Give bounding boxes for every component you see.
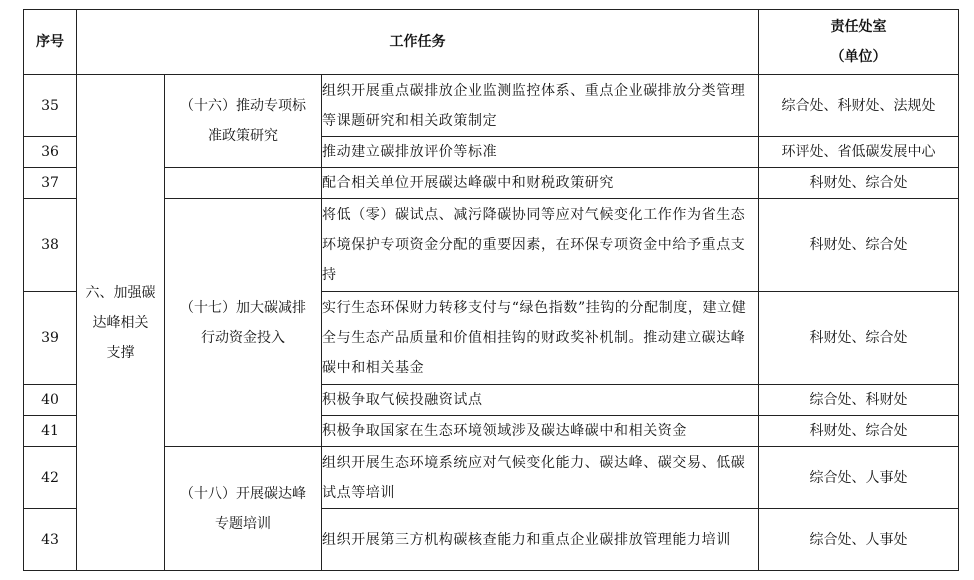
row-num: 38 bbox=[24, 199, 77, 292]
row-num: 37 bbox=[24, 168, 77, 199]
header-dept-line1: 责任处室 bbox=[830, 19, 887, 35]
subgroup-cell bbox=[165, 447, 322, 571]
header-dept bbox=[759, 10, 959, 75]
task-cell: 积极争取气候投融资试点 bbox=[322, 385, 759, 416]
table-row bbox=[24, 168, 959, 199]
group-line: 达峰相关 bbox=[92, 314, 149, 331]
row-num: 42 bbox=[24, 447, 77, 509]
header-dept-line2: （单位） bbox=[830, 49, 887, 65]
dept-cell: 科财处、综合处 bbox=[759, 199, 959, 292]
dept-cell: 综合处、人事处 bbox=[759, 447, 959, 509]
subgroup-cell bbox=[165, 199, 322, 447]
dept-cell: 综合处、科财处、法规处 bbox=[759, 75, 959, 137]
subgroup-line: （十六）推动专项标 bbox=[180, 98, 306, 114]
row-num: 35 bbox=[24, 75, 77, 137]
row-num: 41 bbox=[24, 416, 77, 447]
group-cell bbox=[77, 75, 165, 571]
dept-cell: 综合处、科财处 bbox=[759, 385, 959, 416]
task-cell: 积极争取国家在生态环境领域涉及碳达峰碳中和相关资金 bbox=[322, 416, 759, 447]
header-seq: 序号 bbox=[24, 10, 77, 75]
row-num: 40 bbox=[24, 385, 77, 416]
task-table bbox=[23, 9, 959, 571]
row-num: 43 bbox=[24, 509, 77, 571]
dept-cell: 科财处、综合处 bbox=[759, 416, 959, 447]
subgroup-cell bbox=[165, 75, 322, 168]
row-num: 39 bbox=[24, 292, 77, 385]
subgroup-line: 专题培训 bbox=[215, 515, 271, 532]
subgroup-line: （十八）开展碳达峰 bbox=[180, 485, 306, 502]
table-row bbox=[24, 447, 959, 509]
header-task: 工作任务 bbox=[77, 10, 759, 75]
task-cell: 实行生态环保财力转移支付与“绿色指数”挂钩的分配制度，建立健全与生态产品质量和价值相挂钩的财政奖补机制。推动建立碳达峰碳中和相关基金 bbox=[322, 292, 759, 385]
dept-cell: 科财处、综合处 bbox=[759, 292, 959, 385]
dept-cell: 综合处、人事处 bbox=[759, 509, 959, 571]
table-header-row bbox=[24, 10, 959, 75]
task-cell: 配合相关单位开展碳达峰碳中和财税政策研究 bbox=[322, 168, 759, 199]
task-cell: 推动建立碳排放评价等标准 bbox=[322, 137, 759, 168]
group-line: 六、加强碳 bbox=[85, 284, 156, 301]
group-line: 支撑 bbox=[106, 344, 135, 361]
dept-cell: 科财处、综合处 bbox=[759, 168, 959, 199]
subgroup-line: （十七）加大碳减排 bbox=[180, 299, 306, 316]
row-num: 36 bbox=[24, 137, 77, 168]
task-cell: 将低（零）碳试点、减污降碳协同等应对气候变化工作作为省生态环境保护专项资金分配的重要因素，在环保专项资金中给予重点支持 bbox=[322, 199, 759, 292]
task-cell: 组织开展第三方机构碳核查能力和重点企业碳排放管理能力培训 bbox=[322, 509, 759, 571]
subgroup-line: 准政策研究 bbox=[208, 128, 278, 144]
task-cell: 组织开展生态环境系统应对气候变化能力、碳达峰、碳交易、低碳试点等培训 bbox=[322, 447, 759, 509]
task-cell: 组织开展重点碳排放企业监测监控体系、重点企业碳排放分类管理等课题研究和相关政策制定 bbox=[322, 75, 759, 137]
subgroup-cell-empty bbox=[165, 168, 322, 199]
table-row bbox=[24, 75, 959, 137]
table-row bbox=[24, 199, 959, 292]
subgroup-line: 行动资金投入 bbox=[201, 329, 285, 346]
dept-cell: 环评处、省低碳发展中心 bbox=[759, 137, 959, 168]
